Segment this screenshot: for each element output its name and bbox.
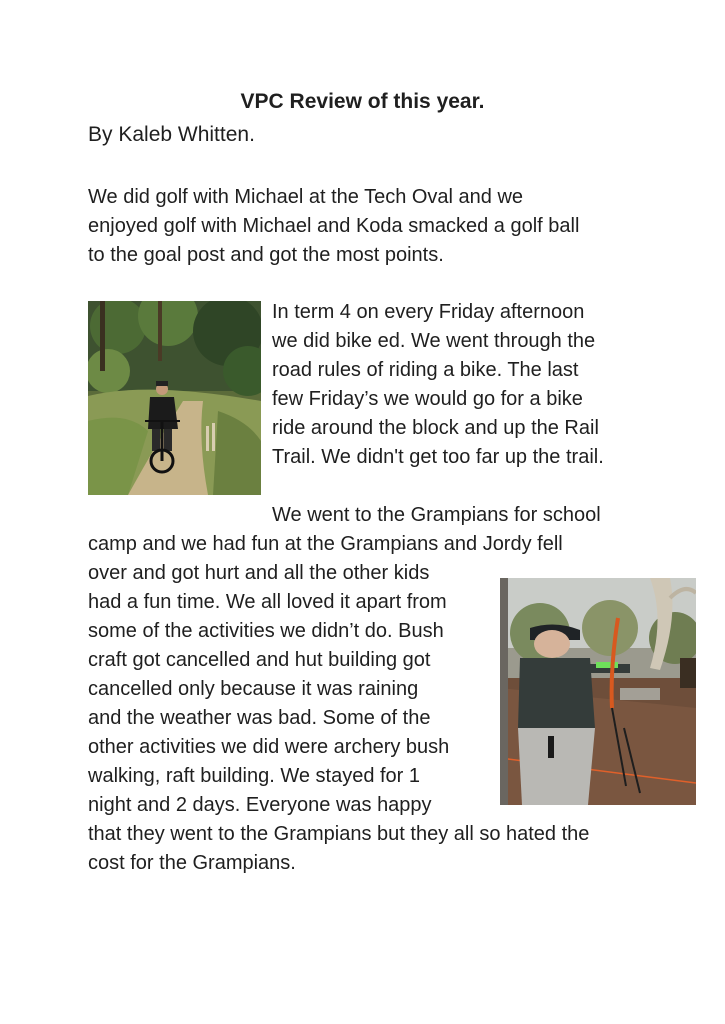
text-line: night and 2 days. Everyone was happy bbox=[88, 794, 432, 816]
text-line: enjoyed golf with Michael and Koda smacked a golf ball bbox=[88, 215, 580, 237]
text-line: We did golf with Michael at the Tech Oval and we bbox=[88, 186, 524, 208]
text-line: that they went to the Grampians but they all so hated the bbox=[88, 823, 590, 845]
text-line: camp and we had fun at the Grampians and Jordy fell bbox=[88, 533, 563, 555]
text-line: other activities we did were archery bush bbox=[88, 736, 450, 758]
text-line: walking, raft building. We stayed for 1 bbox=[88, 765, 421, 787]
text-line: craft got cancelled and hut building got bbox=[88, 649, 431, 671]
text-line: road rules of riding a bike. The last bbox=[272, 359, 579, 381]
text-line: We went to the Grampians for school bbox=[272, 504, 601, 526]
text-line: some of the activities we didn’t do. Bush bbox=[88, 620, 444, 642]
bike-ride-photo bbox=[88, 301, 261, 495]
text-line: we did bike ed. We went through the bbox=[272, 330, 596, 352]
text-line: cost for the Grampians. bbox=[88, 852, 296, 874]
text-line: and the weather was bad. Some of the bbox=[88, 707, 431, 729]
text-line: ride around the block and up the Rail bbox=[272, 417, 599, 439]
document-title: VPC Review of this year. bbox=[240, 90, 485, 113]
text-line: to the goal post and got the most points. bbox=[88, 244, 444, 266]
text-line: Trail. We didn't get too far up the trail. bbox=[272, 446, 604, 468]
text-line: cancelled only because it was raining bbox=[88, 678, 419, 700]
author-byline: By Kaleb Whitten. bbox=[88, 123, 255, 146]
paragraph-bike-ed bbox=[272, 298, 604, 472]
paragraph-golf bbox=[88, 183, 648, 270]
text-line: had a fun time. We all loved it apart from bbox=[88, 591, 447, 613]
text-line: few Friday’s we would go for a bike bbox=[272, 388, 583, 410]
text-line: In term 4 on every Friday afternoon bbox=[272, 301, 585, 323]
archery-photo bbox=[500, 578, 696, 805]
text-line: over and got hurt and all the other kids bbox=[88, 562, 430, 584]
